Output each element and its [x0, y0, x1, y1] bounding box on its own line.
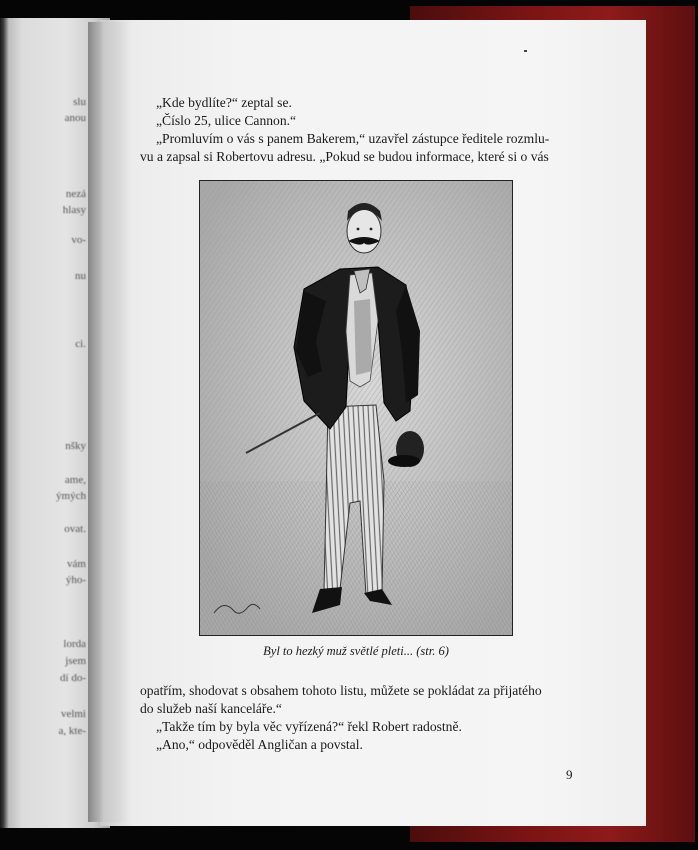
left-fragment: ci.: [75, 338, 86, 350]
left-page-text: [46, 18, 86, 828]
text-line: „Číslo 25, ulice Cannon.“: [156, 113, 297, 128]
text-line: opatřím, shodovat s obsahem tohoto listu, můžete se pokládat za přijatého: [140, 683, 542, 698]
left-fragment: nšky: [65, 440, 86, 452]
illustration: [199, 180, 513, 636]
left-fragment: vo-: [71, 234, 86, 246]
left-fragment: a, kte-: [58, 725, 86, 737]
paper-speck: [524, 50, 527, 52]
left-fragment: ovat.: [64, 523, 86, 535]
text-line: „Ano,“ odpověděl Angličan a povstal.: [156, 737, 363, 752]
text-line: „Promluvím o vás s panem Bakerem,“ uzavřel zástupce ředitele rozmlu-: [156, 131, 550, 146]
text-line: vu a zapsal si Robertovu adresu. „Pokud se budou informace, které si o vás: [140, 149, 549, 164]
left-fragment: dí do-: [60, 672, 86, 684]
left-fragment: vám: [67, 558, 86, 570]
book-page: [100, 20, 646, 826]
book-gutter-shadow: [88, 22, 128, 822]
text-line: „Takže tím by byla věc vyřízená?“ řekl Robert radostně.: [156, 719, 462, 734]
gentleman-engraving: [200, 181, 512, 635]
left-fragment: slu: [73, 96, 86, 108]
left-fragment: nu: [75, 270, 86, 282]
left-fragment: nezá: [65, 188, 86, 200]
left-fragment: velmi: [60, 708, 86, 720]
left-fragment: ame,: [64, 474, 86, 486]
left-fragment: ýmých: [56, 490, 86, 502]
left-fragment: lorda: [63, 638, 86, 650]
left-fragment: jsem: [65, 655, 86, 667]
left-fragment: hlasy: [62, 204, 86, 216]
left-fragment: anou: [64, 112, 86, 124]
page-number: 9: [566, 767, 573, 782]
text-line: „Kde bydlíte?“ zeptal se.: [156, 95, 292, 110]
left-fragment: ýho-: [65, 574, 86, 586]
text-line: do služeb naší kanceláře.“: [140, 701, 282, 716]
figure-caption: Byl to hezký muž světlé pleti... (str. 6): [263, 644, 449, 658]
